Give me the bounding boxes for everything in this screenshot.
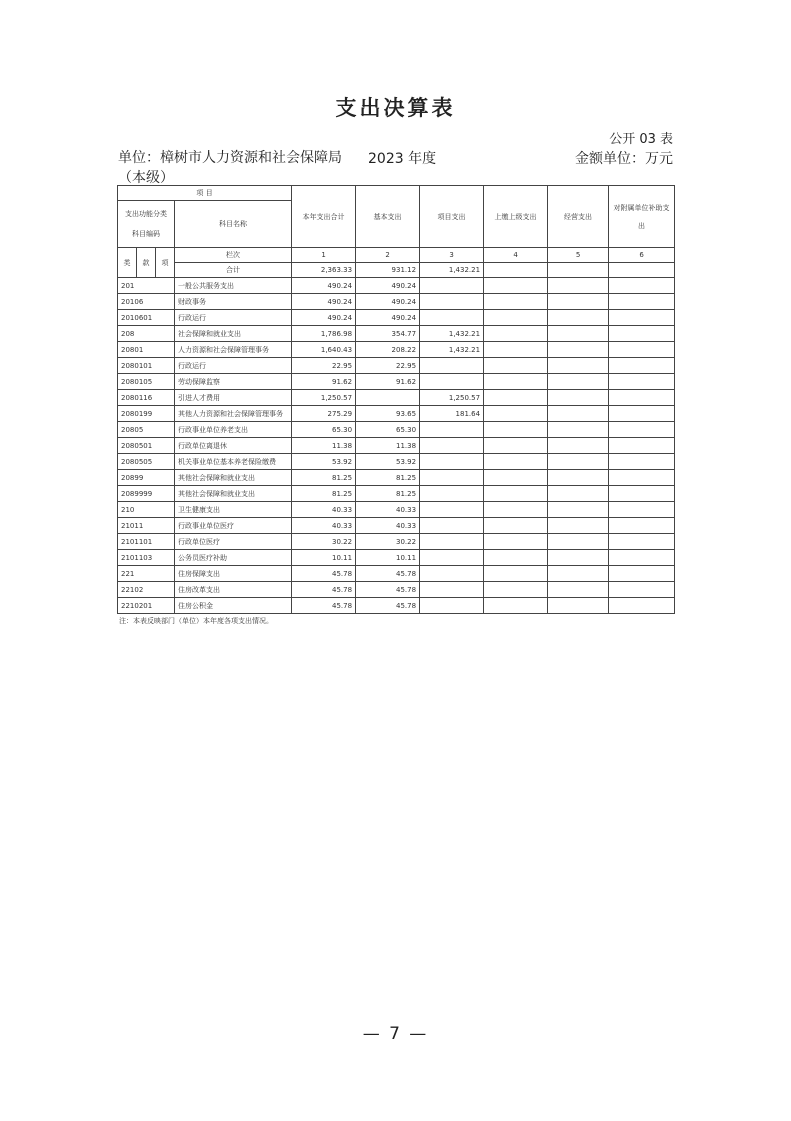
amount-cell: 1,250.57 [420, 390, 484, 406]
amount-cell [548, 326, 609, 342]
amount-cell [420, 566, 484, 582]
subject-code: 221 [118, 566, 175, 582]
subject-name: 行政运行 [175, 358, 292, 374]
header-col-2: 基本支出 [356, 186, 420, 248]
subject-code: 2080101 [118, 358, 175, 374]
subject-name: 住房公积金 [175, 598, 292, 614]
table-row [118, 470, 675, 486]
amount-cell: 91.62 [356, 374, 420, 390]
amount-cell [484, 582, 548, 598]
amount-cell: 1,640.43 [292, 342, 356, 358]
header-col-4: 上缴上级支出 [484, 186, 548, 248]
table-row [118, 486, 675, 502]
amount-cell [548, 390, 609, 406]
amount-cell: 490.24 [356, 294, 420, 310]
header-kuan: 款 [137, 248, 156, 278]
table-row [118, 358, 675, 374]
table-row [118, 294, 675, 310]
amount-cell [609, 518, 675, 534]
amount-cell [420, 550, 484, 566]
amount-cell [609, 278, 675, 294]
col-num-5: 5 [548, 248, 609, 263]
page-title: 支出决算表 [335, 96, 456, 120]
amount-cell [609, 422, 675, 438]
amount-cell [609, 342, 675, 358]
header-xiang: 项 [156, 248, 175, 278]
total-value-6 [609, 263, 675, 278]
table-row [118, 582, 675, 598]
amount-cell: 30.22 [292, 534, 356, 550]
table-row [118, 422, 675, 438]
amount-cell: 53.92 [356, 454, 420, 470]
amount-cell [420, 294, 484, 310]
amount-cell [484, 550, 548, 566]
amount-cell [548, 438, 609, 454]
amount-cell: 22.95 [356, 358, 420, 374]
amount-cell [420, 598, 484, 614]
subject-name: 卫生健康支出 [175, 502, 292, 518]
header-subject-code: 科目编码 [132, 230, 160, 238]
amount-cell [609, 310, 675, 326]
amount-cell [609, 582, 675, 598]
subject-code: 2010601 [118, 310, 175, 326]
col-num-2: 2 [356, 248, 420, 263]
amount-cell [484, 422, 548, 438]
subject-code: 2210201 [118, 598, 175, 614]
amount-cell [484, 342, 548, 358]
subject-code: 20106 [118, 294, 175, 310]
subject-code: 20805 [118, 422, 175, 438]
amount-cell: 91.62 [292, 374, 356, 390]
amount-cell [420, 582, 484, 598]
amount-cell [420, 310, 484, 326]
col-num-3: 3 [420, 248, 484, 263]
amount-cell [548, 278, 609, 294]
amount-cell: 1,250.57 [292, 390, 356, 406]
total-value-4 [484, 263, 548, 278]
amount-cell [484, 454, 548, 470]
table-row [118, 278, 675, 294]
amount-cell [609, 502, 675, 518]
amount-cell: 40.33 [292, 518, 356, 534]
amount-cell [548, 310, 609, 326]
amount-cell [484, 518, 548, 534]
amount-cell: 490.24 [292, 294, 356, 310]
header-col-5: 经营支出 [548, 186, 609, 248]
amount-cell [420, 454, 484, 470]
header-col-3: 项目支出 [420, 186, 484, 248]
amount-cell [484, 534, 548, 550]
col-num-4: 4 [484, 248, 548, 263]
subject-name: 公务员医疗补助 [175, 550, 292, 566]
amount-cell: 490.24 [292, 278, 356, 294]
amount-cell [548, 422, 609, 438]
header-subject-name: 科目名称 [175, 201, 292, 248]
subject-code: 2080505 [118, 454, 175, 470]
expenditure-table [117, 185, 675, 614]
amount-cell [420, 486, 484, 502]
subject-code: 208 [118, 326, 175, 342]
amount-cell [548, 342, 609, 358]
amount-cell [484, 406, 548, 422]
amount-cell [609, 326, 675, 342]
subject-code: 2080116 [118, 390, 175, 406]
table-row [118, 390, 675, 406]
table-row [118, 438, 675, 454]
amount-cell [548, 486, 609, 502]
amount-cell: 354.77 [356, 326, 420, 342]
amount-cell: 30.22 [356, 534, 420, 550]
money-unit: 金额单位：万元 [575, 151, 673, 167]
amount-cell: 22.95 [292, 358, 356, 374]
subject-code: 2080199 [118, 406, 175, 422]
subject-name: 人力资源和社会保障管理事务 [175, 342, 292, 358]
table-row [118, 406, 675, 422]
table-note: 注：本表反映部门（单位）本年度各项支出情况。 [119, 617, 273, 625]
amount-cell [484, 390, 548, 406]
amount-cell [420, 534, 484, 550]
subject-code: 20899 [118, 470, 175, 486]
fiscal-year: 2023 年度 [368, 151, 437, 167]
subject-name: 其他社会保障和就业支出 [175, 486, 292, 502]
table-row [118, 374, 675, 390]
subject-code: 210 [118, 502, 175, 518]
subject-name: 机关事业单位基本养老保险缴费 [175, 454, 292, 470]
subject-name: 社会保障和就业支出 [175, 326, 292, 342]
amount-cell [548, 470, 609, 486]
amount-cell: 45.78 [292, 598, 356, 614]
form-number: 公开 03 表 [609, 132, 673, 147]
subject-code: 2101101 [118, 534, 175, 550]
subject-name: 行政单位离退休 [175, 438, 292, 454]
amount-cell: 1,432.21 [420, 326, 484, 342]
amount-cell [548, 406, 609, 422]
amount-cell: 40.33 [356, 518, 420, 534]
amount-cell: 93.65 [356, 406, 420, 422]
amount-cell: 1,432.21 [420, 342, 484, 358]
amount-cell [420, 358, 484, 374]
table-row [118, 598, 675, 614]
table-row [118, 566, 675, 582]
subject-name: 引进人才费用 [175, 390, 292, 406]
amount-cell [609, 390, 675, 406]
amount-cell [609, 406, 675, 422]
table-row [118, 502, 675, 518]
amount-cell: 81.25 [356, 486, 420, 502]
amount-cell: 40.33 [292, 502, 356, 518]
amount-cell: 10.11 [292, 550, 356, 566]
amount-cell: 81.25 [292, 486, 356, 502]
amount-cell: 65.30 [356, 422, 420, 438]
amount-cell: 208.22 [356, 342, 420, 358]
amount-cell [609, 374, 675, 390]
amount-cell [420, 470, 484, 486]
amount-cell [484, 470, 548, 486]
amount-cell [548, 294, 609, 310]
amount-cell [484, 486, 548, 502]
total-label: 合计 [175, 263, 292, 278]
table-row [118, 518, 675, 534]
subject-code: 21011 [118, 518, 175, 534]
col-num-6: 6 [609, 248, 675, 263]
table-row [118, 454, 675, 470]
amount-cell [548, 454, 609, 470]
amount-cell [420, 374, 484, 390]
subject-name: 其他人力资源和社会保障管理事务 [175, 406, 292, 422]
header-func-class-label: 支出功能分类 [125, 210, 167, 218]
total-value-5 [548, 263, 609, 278]
table-row [118, 310, 675, 326]
subject-code: 2101103 [118, 550, 175, 566]
amount-cell: 45.78 [356, 566, 420, 582]
subject-name: 行政单位医疗 [175, 534, 292, 550]
subject-name: 劳动保障监察 [175, 374, 292, 390]
table-row [118, 550, 675, 566]
amount-cell [420, 438, 484, 454]
amount-cell [609, 358, 675, 374]
amount-cell [484, 310, 548, 326]
subject-code: 2080105 [118, 374, 175, 390]
amount-cell [609, 438, 675, 454]
amount-cell [484, 374, 548, 390]
table-row [118, 326, 675, 342]
subject-code: 20801 [118, 342, 175, 358]
subject-name: 行政事业单位医疗 [175, 518, 292, 534]
amount-cell: 45.78 [292, 582, 356, 598]
amount-cell: 53.92 [292, 454, 356, 470]
col-num-1: 1 [292, 248, 356, 263]
amount-cell [548, 598, 609, 614]
amount-cell [420, 278, 484, 294]
subject-name: 住房保障支出 [175, 566, 292, 582]
total-value-1: 2,363.33 [292, 263, 356, 278]
header-row-label: 栏次 [175, 248, 292, 263]
amount-cell [484, 598, 548, 614]
amount-cell [609, 534, 675, 550]
subject-code: 22102 [118, 582, 175, 598]
amount-cell: 1,786.98 [292, 326, 356, 342]
amount-cell [548, 518, 609, 534]
amount-cell [548, 534, 609, 550]
amount-cell [484, 278, 548, 294]
amount-cell [548, 374, 609, 390]
amount-cell: 490.24 [356, 310, 420, 326]
subject-code: 201 [118, 278, 175, 294]
amount-cell [548, 582, 609, 598]
amount-cell [609, 470, 675, 486]
subject-name: 一般公共服务支出 [175, 278, 292, 294]
amount-cell [548, 566, 609, 582]
amount-cell [420, 518, 484, 534]
total-value-3: 1,432.21 [420, 263, 484, 278]
subject-name: 行政运行 [175, 310, 292, 326]
amount-cell: 45.78 [292, 566, 356, 582]
amount-cell [609, 598, 675, 614]
amount-cell [484, 358, 548, 374]
total-value-2: 931.12 [356, 263, 420, 278]
amount-cell: 490.24 [356, 278, 420, 294]
subject-code: 2089999 [118, 486, 175, 502]
header-func-class [118, 201, 175, 248]
amount-cell: 11.38 [292, 438, 356, 454]
amount-cell [548, 550, 609, 566]
subject-code: 2080501 [118, 438, 175, 454]
subject-name: 住房改革支出 [175, 582, 292, 598]
amount-cell [484, 294, 548, 310]
amount-cell [484, 502, 548, 518]
header-project: 项 目 [118, 186, 292, 201]
amount-cell: 45.78 [356, 598, 420, 614]
header-col-6: 对附属单位补助支出 [609, 186, 675, 248]
amount-cell [548, 502, 609, 518]
amount-cell [484, 566, 548, 582]
amount-cell: 181.64 [420, 406, 484, 422]
table-row [118, 534, 675, 550]
amount-cell [548, 358, 609, 374]
amount-cell: 65.30 [292, 422, 356, 438]
subject-name: 行政事业单位养老支出 [175, 422, 292, 438]
amount-cell: 45.78 [356, 582, 420, 598]
subject-name: 财政事务 [175, 294, 292, 310]
amount-cell: 81.25 [356, 470, 420, 486]
amount-cell [484, 438, 548, 454]
amount-cell [420, 502, 484, 518]
amount-cell: 81.25 [292, 470, 356, 486]
amount-cell [420, 422, 484, 438]
amount-cell [609, 486, 675, 502]
subject-name: 其他社会保障和就业支出 [175, 470, 292, 486]
header-lei: 类 [118, 248, 137, 278]
amount-cell [609, 454, 675, 470]
amount-cell: 490.24 [292, 310, 356, 326]
amount-cell [356, 390, 420, 406]
page-number: — 7 — [362, 1024, 429, 1044]
amount-cell: 10.11 [356, 550, 420, 566]
amount-cell [484, 326, 548, 342]
amount-cell [609, 566, 675, 582]
amount-cell [609, 294, 675, 310]
amount-cell [609, 550, 675, 566]
header-col-1: 本年支出合计 [292, 186, 356, 248]
amount-cell: 11.38 [356, 438, 420, 454]
unit-label: 单位：樟树市人力资源和社会保障局（本级） [118, 150, 342, 186]
amount-cell: 275.29 [292, 406, 356, 422]
table-row [118, 342, 675, 358]
amount-cell: 40.33 [356, 502, 420, 518]
